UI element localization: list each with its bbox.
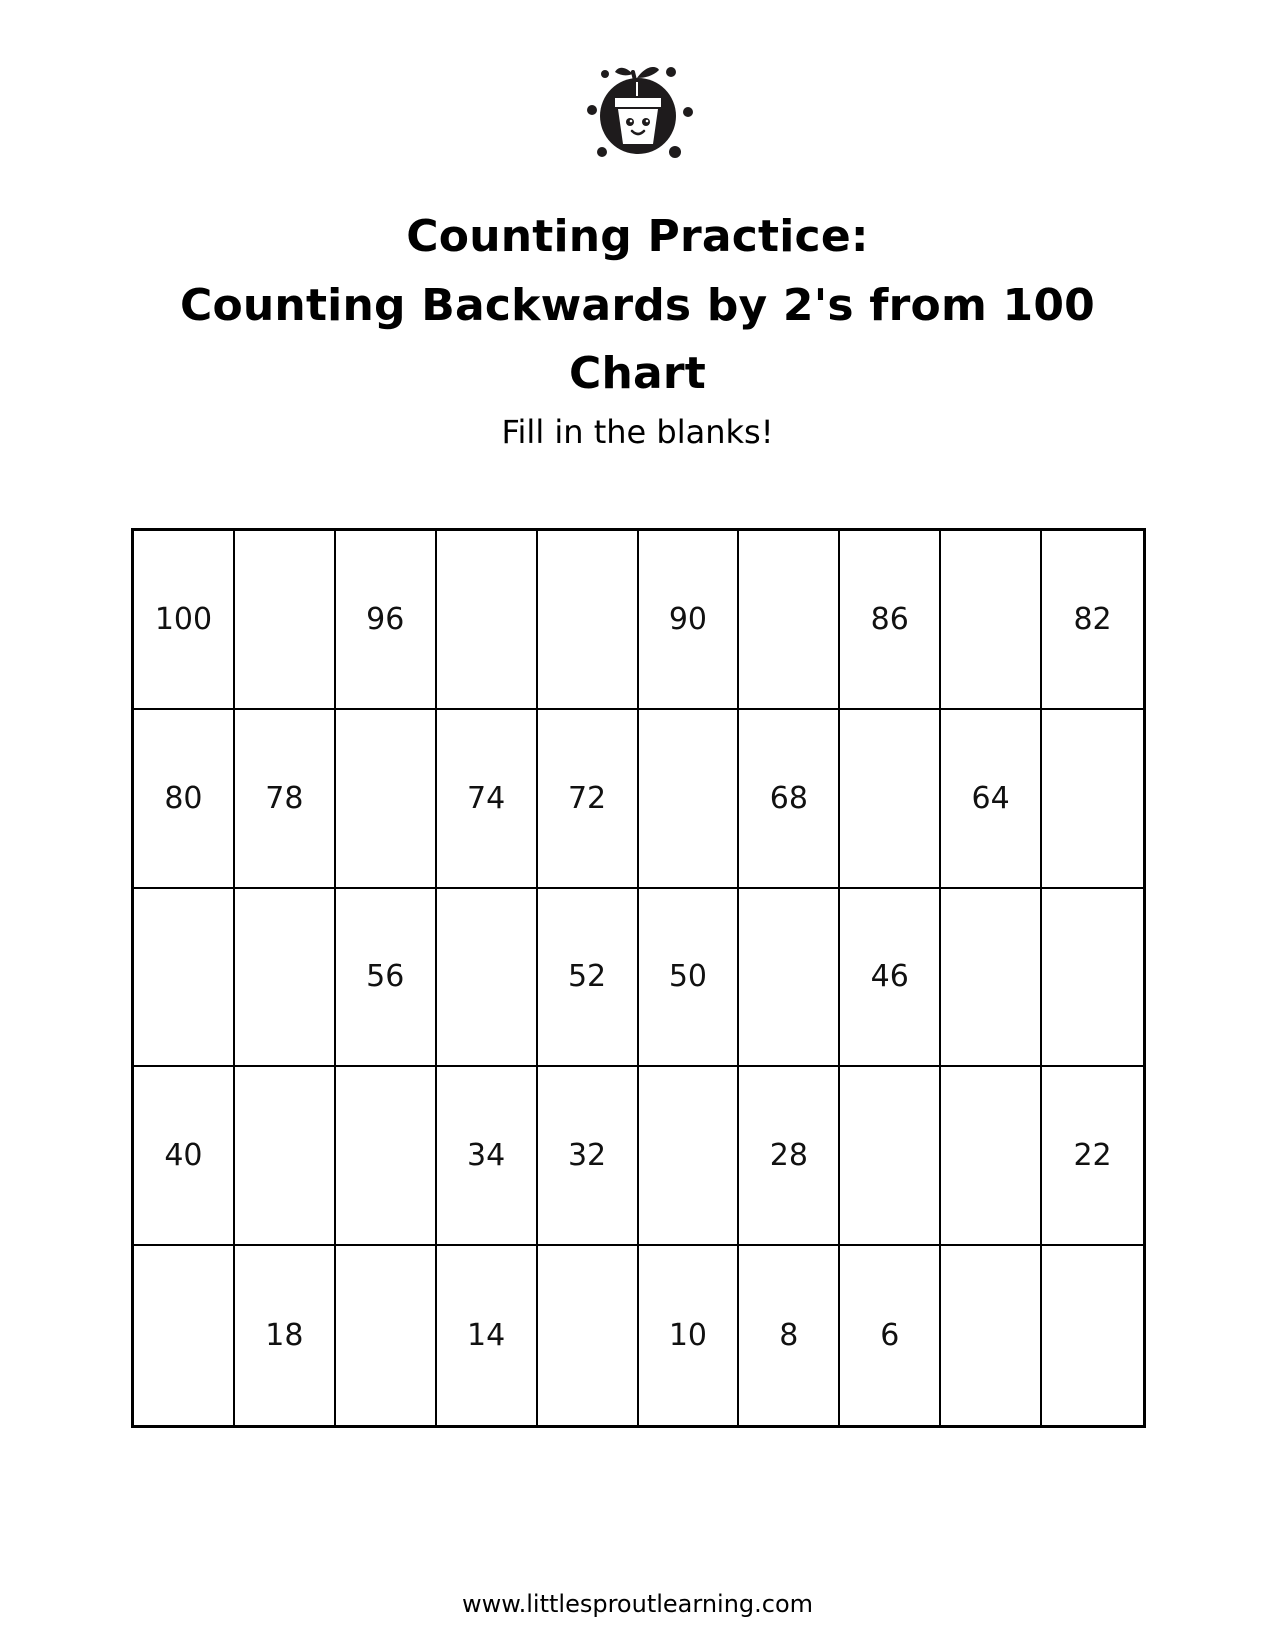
website-footer: www.littlesproutlearning.com [461,1590,814,1618]
chart-cell-number: 28 [739,1067,840,1246]
chart-cell-number: 86 [840,531,941,710]
chart-cell-blank[interactable] [941,1067,1042,1246]
chart-cell-number: 82 [1042,531,1143,710]
chart-cell-number: 32 [538,1067,639,1246]
chart-cell-number: 46 [840,889,941,1068]
chart-cell-number: 74 [437,710,538,889]
chart-cell-number: 8 [739,1246,840,1425]
chart-cell-blank[interactable] [134,1246,235,1425]
chart-cell-blank[interactable] [941,531,1042,710]
chart-cell-number: 72 [538,710,639,889]
chart-cell-blank[interactable] [639,1067,740,1246]
chart-cell-blank[interactable] [941,1246,1042,1425]
chart-cell-number: 18 [235,1246,336,1425]
number-chart-grid [131,528,1146,1428]
page-title-line-1: Counting Practice: [406,211,869,262]
chart-cell-number: 68 [739,710,840,889]
chart-cell-blank[interactable] [1042,710,1143,889]
instructions-text: Fill in the blanks! [501,413,774,451]
chart-cell-blank[interactable] [336,1067,437,1246]
chart-cell-blank[interactable] [941,889,1042,1068]
chart-cell-number: 10 [639,1246,740,1425]
chart-cell-number: 96 [336,531,437,710]
chart-cell-number: 90 [639,531,740,710]
chart-cell-blank[interactable] [739,889,840,1068]
chart-cell-blank[interactable] [1042,1246,1143,1425]
chart-cell-blank[interactable] [840,1067,941,1246]
chart-cell-number: 34 [437,1067,538,1246]
chart-cell-number: 64 [941,710,1042,889]
page-title-line-2: Counting Backwards by 2's from 100 [179,280,1095,331]
chart-cell-number: 56 [336,889,437,1068]
chart-cell-blank[interactable] [235,1067,336,1246]
chart-cell-blank[interactable] [437,889,538,1068]
chart-cell-number: 100 [134,531,235,710]
chart-cell-number: 50 [639,889,740,1068]
chart-cell-blank[interactable] [437,531,538,710]
sprout-pot-icon [567,52,707,170]
chart-cell-blank[interactable] [639,710,740,889]
page-title-line-3: Chart [568,348,707,399]
chart-cell-number: 6 [840,1246,941,1425]
chart-cell-number: 80 [134,710,235,889]
chart-cell-number: 78 [235,710,336,889]
chart-cell-blank[interactable] [235,531,336,710]
chart-cell-number: 14 [437,1246,538,1425]
chart-cell-blank[interactable] [336,1246,437,1425]
chart-cell-blank[interactable] [1042,889,1143,1068]
chart-cell-blank[interactable] [235,889,336,1068]
chart-cell-number: 52 [538,889,639,1068]
chart-cell-blank[interactable] [538,1246,639,1425]
chart-cell-blank[interactable] [840,710,941,889]
chart-cell-number: 22 [1042,1067,1143,1246]
chart-cell-number: 40 [134,1067,235,1246]
chart-cell-blank[interactable] [336,710,437,889]
chart-cell-blank[interactable] [134,889,235,1068]
chart-cell-blank[interactable] [538,531,639,710]
chart-cell-blank[interactable] [739,531,840,710]
